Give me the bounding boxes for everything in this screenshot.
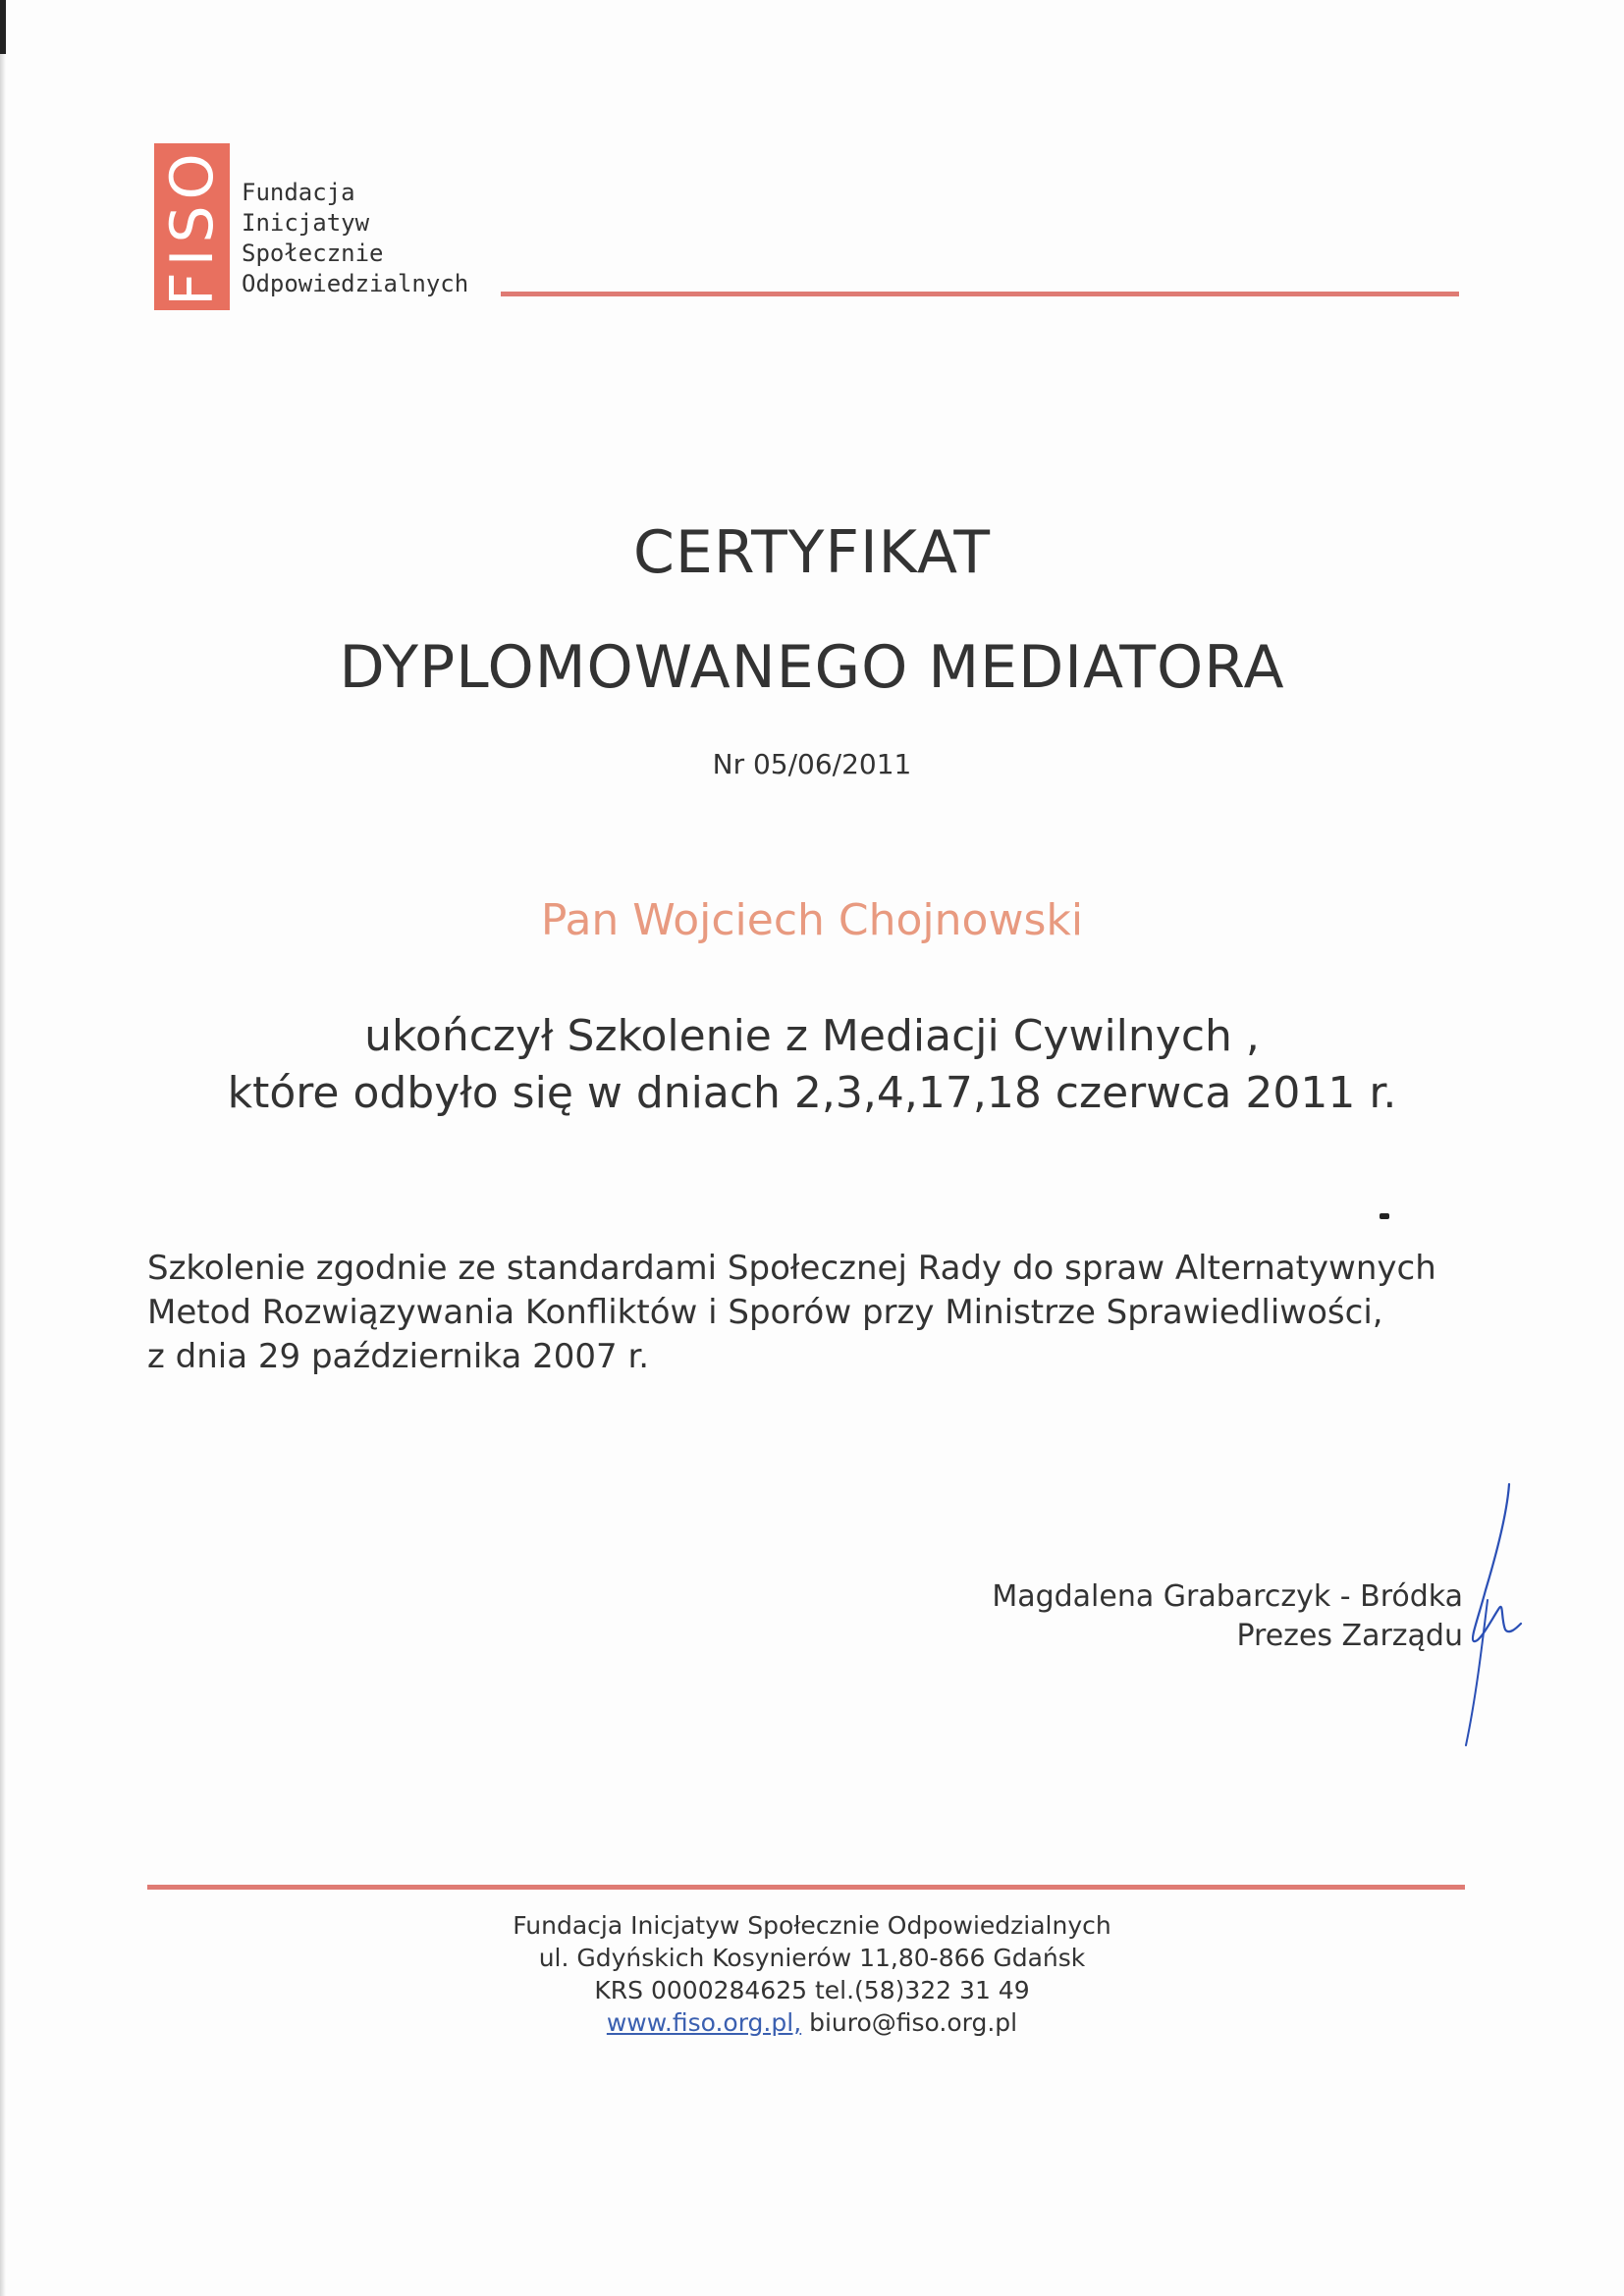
organization-name	[242, 178, 468, 299]
recipient-name: Pan Wojciech Chojnowski	[540, 895, 1084, 945]
certificate-subtitle: DYPLOMOWANEGO MEDIATORA	[339, 633, 1285, 702]
header-divider	[501, 292, 1459, 296]
footer-krs-phone: KRS 0000284625 tel.(58)322 31 49	[594, 1976, 1030, 2004]
standards-line: Szkolenie zgodnie ze standardami Społecznej Rady do spraw Alternatywnych	[147, 1249, 1436, 1288]
footer-address: ul. Gdyńskich Kosynierów 11,80-866 Gdańsk	[538, 1944, 1086, 1972]
fiso-logo	[154, 143, 230, 310]
footer-contact	[0, 1909, 1624, 2039]
standards-statement	[147, 1247, 1436, 1379]
website-link[interactable]: www.fiso.org.pl,	[606, 2008, 802, 2037]
footer-web-email	[0, 2006, 1624, 2039]
footer-divider	[147, 1885, 1465, 1890]
organization-name-line: Inicjatyw	[242, 209, 370, 237]
scan-mark	[0, 0, 6, 54]
email-address: biuro@fiso.org.pl	[809, 2008, 1018, 2037]
certificate-title: CERTYFIKAT	[633, 518, 991, 587]
footer-org-name: Fundacja Inicjatyw Społecznie Odpowiedzialnych	[513, 1911, 1111, 1940]
organization-name-line: Fundacja	[242, 179, 355, 206]
signatory-block	[992, 1577, 1463, 1656]
course-completion-line: ukończył Szkolenie z Mediacji Cywilnych ,	[364, 1011, 1260, 1061]
organization-name-line: Społecznie	[242, 240, 384, 267]
handwritten-signature	[1458, 1482, 1527, 1747]
course-dates-line: które odbyło się w dniach 2,3,4,17,18 czerwca 2011 r.	[227, 1068, 1397, 1118]
ink-speck	[1380, 1213, 1389, 1219]
signatory-name: Magdalena Grabarczyk - Bródka	[992, 1579, 1463, 1614]
fiso-logo-text: FISO	[157, 147, 227, 306]
standards-line: Metod Rozwiązywania Konfliktów i Sporów przy Ministrze Sprawiedliwości,	[147, 1293, 1383, 1332]
signatory-role: Prezes Zarządu	[1236, 1619, 1463, 1653]
organization-name-line: Odpowiedzialnych	[242, 270, 469, 297]
standards-line: z dnia 29 października 2007 r.	[147, 1337, 650, 1376]
certificate-number: Nr 05/06/2011	[712, 748, 912, 780]
